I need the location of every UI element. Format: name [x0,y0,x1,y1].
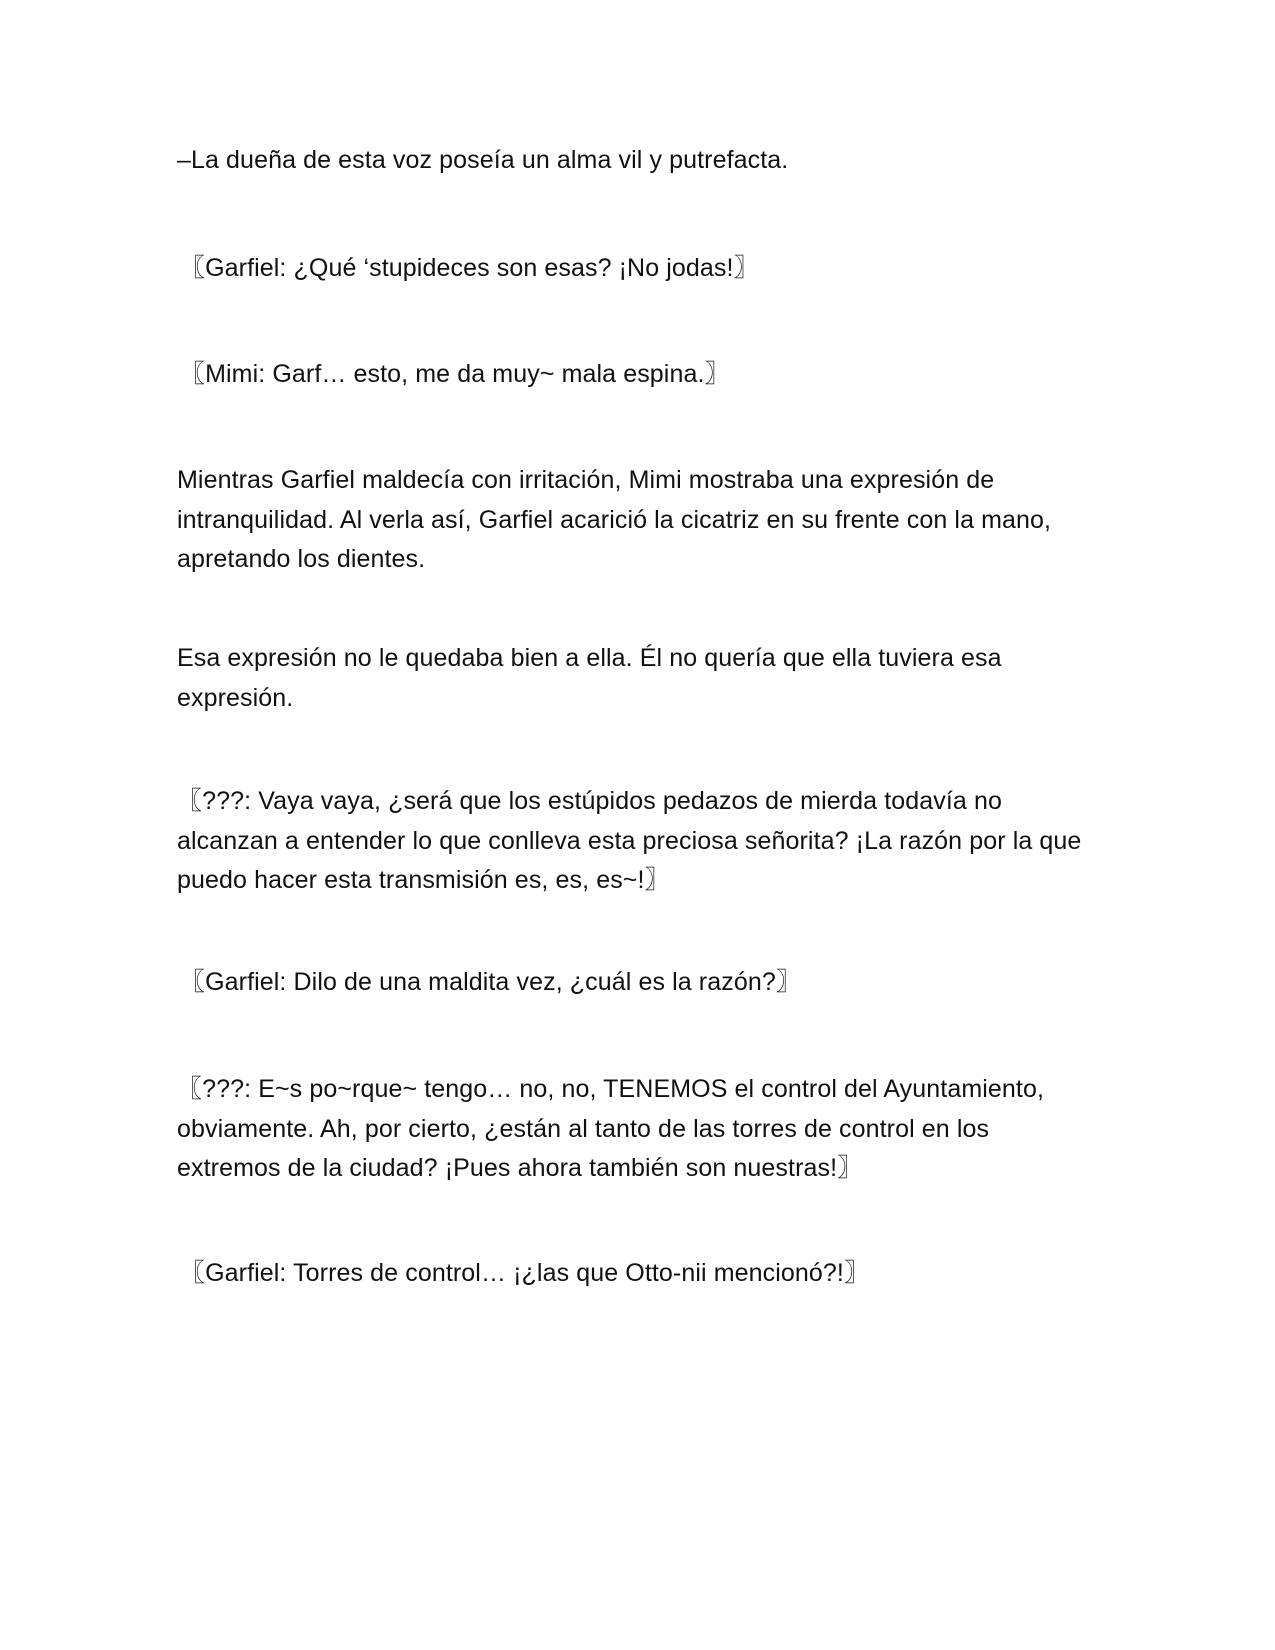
paragraph-dialogue-garfiel: 〖Garfiel: Dilo de una maldita vez, ¿cuál es la razón?〗 [180,968,801,996]
paragraph-narration: –La dueña de esta voz poseía un alma vil y putrefacta. [177,146,789,174]
paragraph-narration: Esa expresión no le quedaba bien a ella. Él no quería que ella tuviera esa expresión. [177,644,1002,712]
paragraph-dialogue-unknown: 〖???: E~s po~rque~ tengo… no, no, TENEMOS el control del Ayuntamiento, obviamente. Ah, por cierto, ¿están al tanto de las torres de control en los extremos de la ciudad? ¡Pues ahora también son nuestras!〗 [177,1075,1045,1182]
paragraph-dialogue-unknown: 〖???: Vaya vaya, ¿será que los estúpidos pedazos de mierda todavía no alcanzan a entender lo que conlleva esta preciosa señorita? ¡La razón por la que puedo hacer esta transmisión es, es, es~!〗 [177,787,1082,894]
paragraph-dialogue-garfiel: 〖Garfiel: Torres de control… ¡¿las que Otto-nii mencionó?!〗 [180,1259,870,1287]
paragraph-dialogue-mimi: 〖Mimi: Garf… esto, me da muy~ mala espina.〗 [180,360,730,388]
paragraph-narration: Mientras Garfiel maldecía con irritación, Mimi mostraba una expresión de intranquilidad. Al verla así, Garfiel acarició la cicatriz en su frente con la mano, apretando los dientes. [177,466,1052,573]
paragraph-dialogue-garfiel: 〖Garfiel: ¿Qué ‘stupideces son esas? ¡No jodas!〗 [180,254,759,282]
